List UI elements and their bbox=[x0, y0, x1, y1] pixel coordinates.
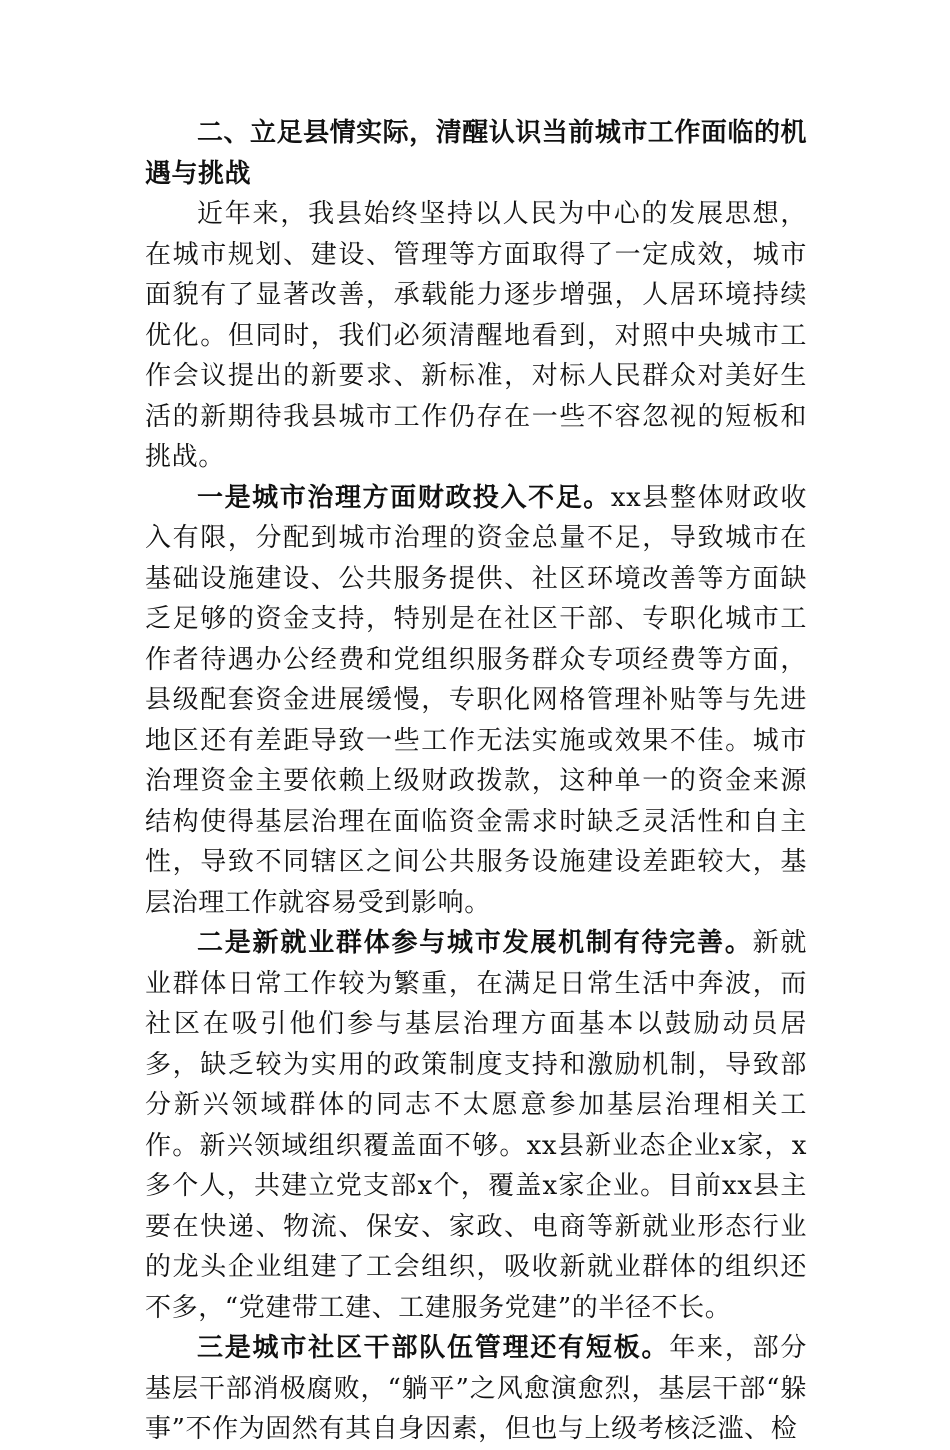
point-one-paragraph bbox=[145, 478, 807, 924]
point-one-text: xx县整体财政收入有限，分配到城市治理的资金总量不足，导致城市在基础设施建设、公共服务提供、社区环境改善等方面缺乏足够的资金支持，特别是在社区干部、专职化城市工作者待遇办公经费和党组织服务群众专项经费等方面，县级配套资金进展缓慢，专职化网格管理补贴等与先进地区还有差距导致一些工作无法实施或效果不佳。城市治理资金主要依赖上级财政拨款，这种单一的资金来源结构使得基层治理在面临资金需求时缺乏灵活性和自主性，导致不同辖区之间公共服务设施建设差距较大，基层治理工作就容易受到影响。 bbox=[145, 482, 807, 918]
section-heading: 二、立足县情实际，清醒认识当前城市工作面临的机遇与挑战 bbox=[145, 118, 807, 189]
point-two-paragraph bbox=[145, 923, 807, 1328]
paragraph-text: 近年来，我县始终坚持以人民为中心的发展思想，在城市规划、建设、管理等方面取得了一定成效，城市面貌有了显著改善，承载能力逐步增强，人居环境持续优化。但同时，我们必须清醒地看到，对照中央城市工作会议提出的新要求、新标准，对标人民群众对美好生活的新期待我县城市工作仍存在一些不容忽视的短板和挑战。 bbox=[145, 199, 807, 472]
point-two-text: 新就业群体日常工作较为繁重，在满足日常生活中奔波，而社区在吸引他们参与基层治理方面基本以鼓励动员居多，缺乏较为实用的政策制度支持和激励机制，导致部分新兴领域群体的同志不太愿意参加基层治理相关工作。新兴领域组织覆盖面不够。xx县新业态企业x家，x多个人，共建立党支部x个，覆盖x家企业。目前xx县主要在快递、物流、保安、家政、电商等新就业形态行业的龙头企业组建了工会组织，吸收新就业群体的组织还不多，“党建带工建、工建服务党建”的半径不长。 bbox=[145, 928, 807, 1323]
point-three-text: 年来，部分基层干部消极腐败，“躺平”之风愈演愈烈，基层干部“躲事”不作为固然有其自身因素，但也与上级考核泛滥、检 bbox=[145, 1333, 807, 1444]
point-two-lead: 二是新就业群体参与城市发展机制有待完善。 bbox=[197, 928, 753, 958]
point-three-lead: 三是城市社区干部队伍管理还有短板。 bbox=[197, 1333, 670, 1363]
intro-paragraph bbox=[145, 194, 807, 478]
point-three-paragraph bbox=[145, 1328, 807, 1450]
document-page bbox=[145, 113, 807, 1450]
point-one-lead: 一是城市治理方面财政投入不足。 bbox=[197, 482, 611, 513]
